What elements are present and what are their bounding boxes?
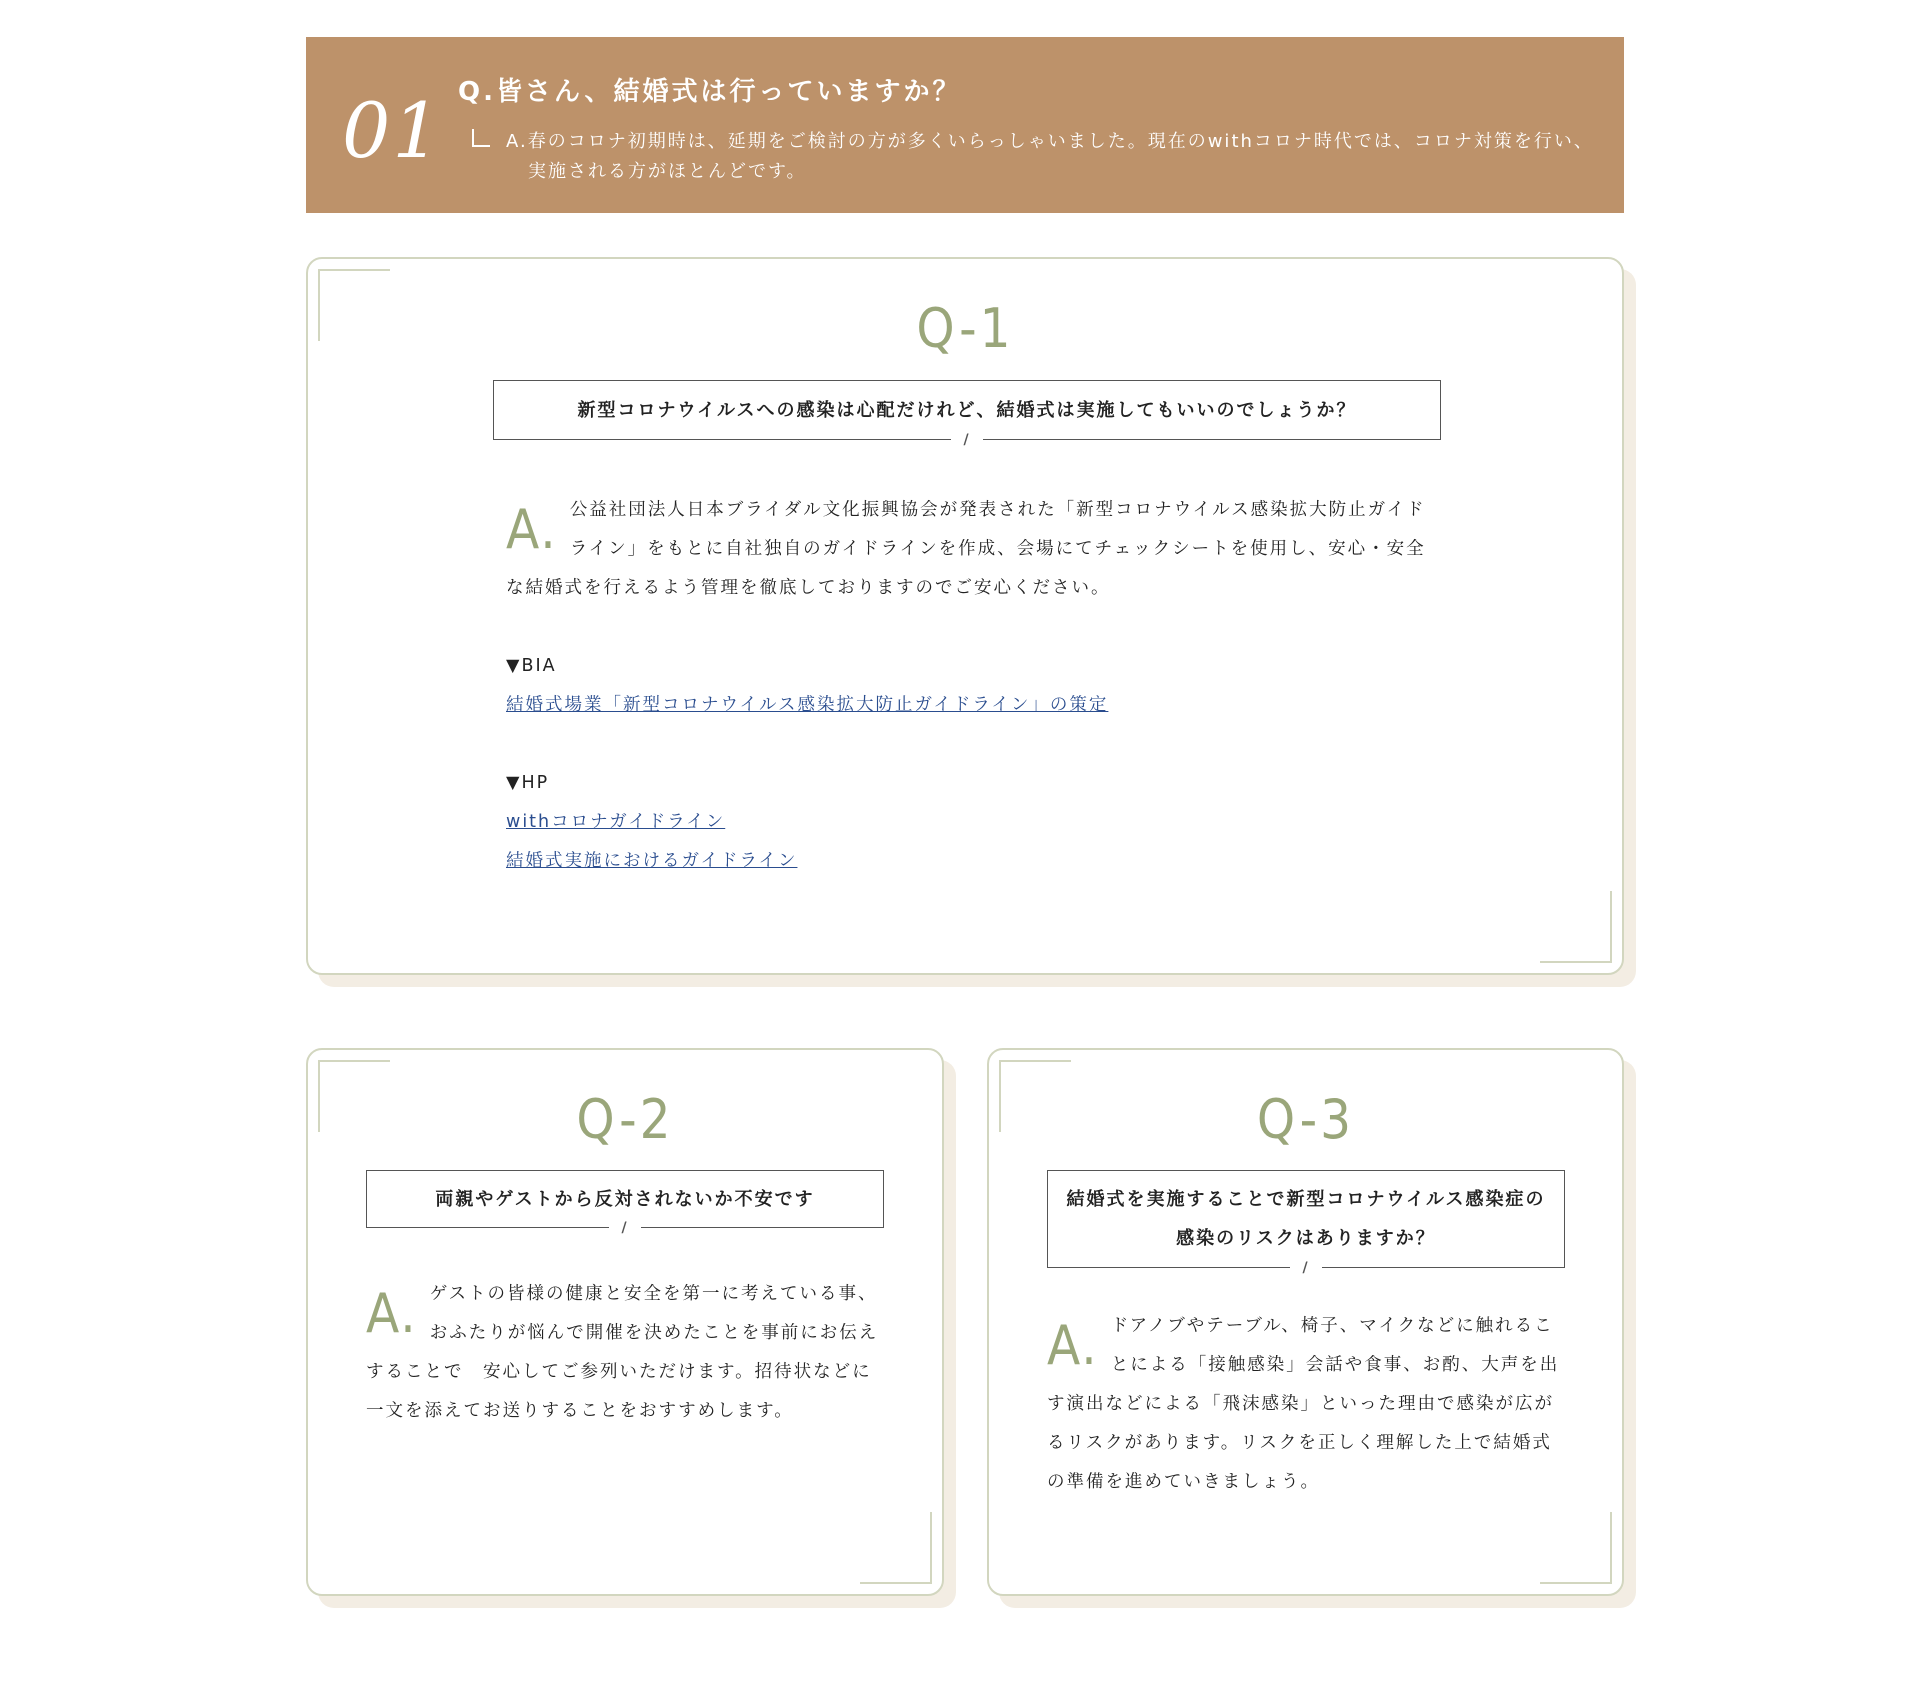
answer-text: ゲストの皆様の健康と安全を第一に考えている事、おふたりが悩んで開催を決めたことを事前にお伝えすることで 安心してご参列いただけます。招待状などに一文を添えてお送りすることをおすすめします。 (366, 1284, 879, 1421)
faq-card-q3 (987, 1048, 1624, 1596)
question-box (493, 380, 1441, 448)
answer-block (506, 491, 1436, 881)
faq-card-q2 (306, 1048, 944, 1596)
banner-answer: A.春のコロナ初期時は、延期をご検討の方が多くいらっしゃいました。現在のwithコロナ時代では、コロナ対策を行い、実施される方がほとんどです。 (506, 131, 1594, 182)
corner-decoration (1540, 891, 1612, 963)
banner-number: 01 (342, 86, 443, 175)
question-box (366, 1170, 884, 1236)
slash-icon: / (951, 431, 983, 449)
corner-decoration (1540, 1512, 1612, 1584)
answer-block (1047, 1307, 1565, 1502)
wedding-guideline-link[interactable]: 結婚式実施におけるガイドライン (506, 851, 798, 871)
answer-text: ドアノブやテーブル、椅子、マイクなどに触れることによる「接触感染」会話や食事、お酌、大声を出す演出などによる「飛沫感染」といった理由で感染が広がるリスクがあります。リスクを正しく理解した上で結婚式の準備を進めていきましょう。 (1047, 1316, 1560, 1492)
slash-icon: / (1290, 1259, 1322, 1277)
answer-mark: A. (366, 1282, 418, 1345)
question-number: Q-3 (1256, 1088, 1355, 1151)
question-text: 新型コロナウイルスへの感染は心配だけれど、結婚式は実施してもいいのでしょうか？ (577, 399, 1357, 421)
hp-heading: ▼HP (506, 773, 550, 793)
question-number: Q-1 (916, 297, 1014, 360)
bia-guideline-link[interactable]: 結婚式場業「新型コロナウイルス感染拡大防止ガイドライン」の策定 (506, 695, 1109, 715)
bia-heading: ▼BIA (506, 656, 557, 676)
answer-mark: A. (506, 498, 558, 561)
question-text: 両親やゲストから反対されないか不安です (435, 1188, 815, 1210)
banner-question: Q.皆さん、結婚式は行っていますか？ (458, 77, 962, 107)
question-number: Q-2 (576, 1088, 674, 1151)
answer-mark: A. (1047, 1314, 1099, 1377)
branch-line-icon (472, 129, 490, 147)
corner-decoration (860, 1512, 932, 1584)
slash-icon: / (609, 1219, 641, 1237)
with-corona-guideline-link[interactable]: withコロナガイドライン (506, 812, 726, 832)
answer-text: 公益社団法人日本ブライダル文化振興協会が発表された「新型コロナウイルス感染拡大防止ガイドライン」をもとに自社独自のガイドラインを作成、会場にてチェックシートを使用し、安心・安全な結婚式を行えるよう管理を徹底しておりますのでご安心ください。 (506, 500, 1426, 598)
answer-block (366, 1275, 884, 1431)
question-box (1047, 1170, 1565, 1276)
question-text: 結婚式を実施することで新型コロナウイルス感染症の感染のリスクはありますか？ (1066, 1189, 1546, 1249)
faq-banner (306, 37, 1624, 213)
faq-card-q1 (306, 257, 1624, 975)
